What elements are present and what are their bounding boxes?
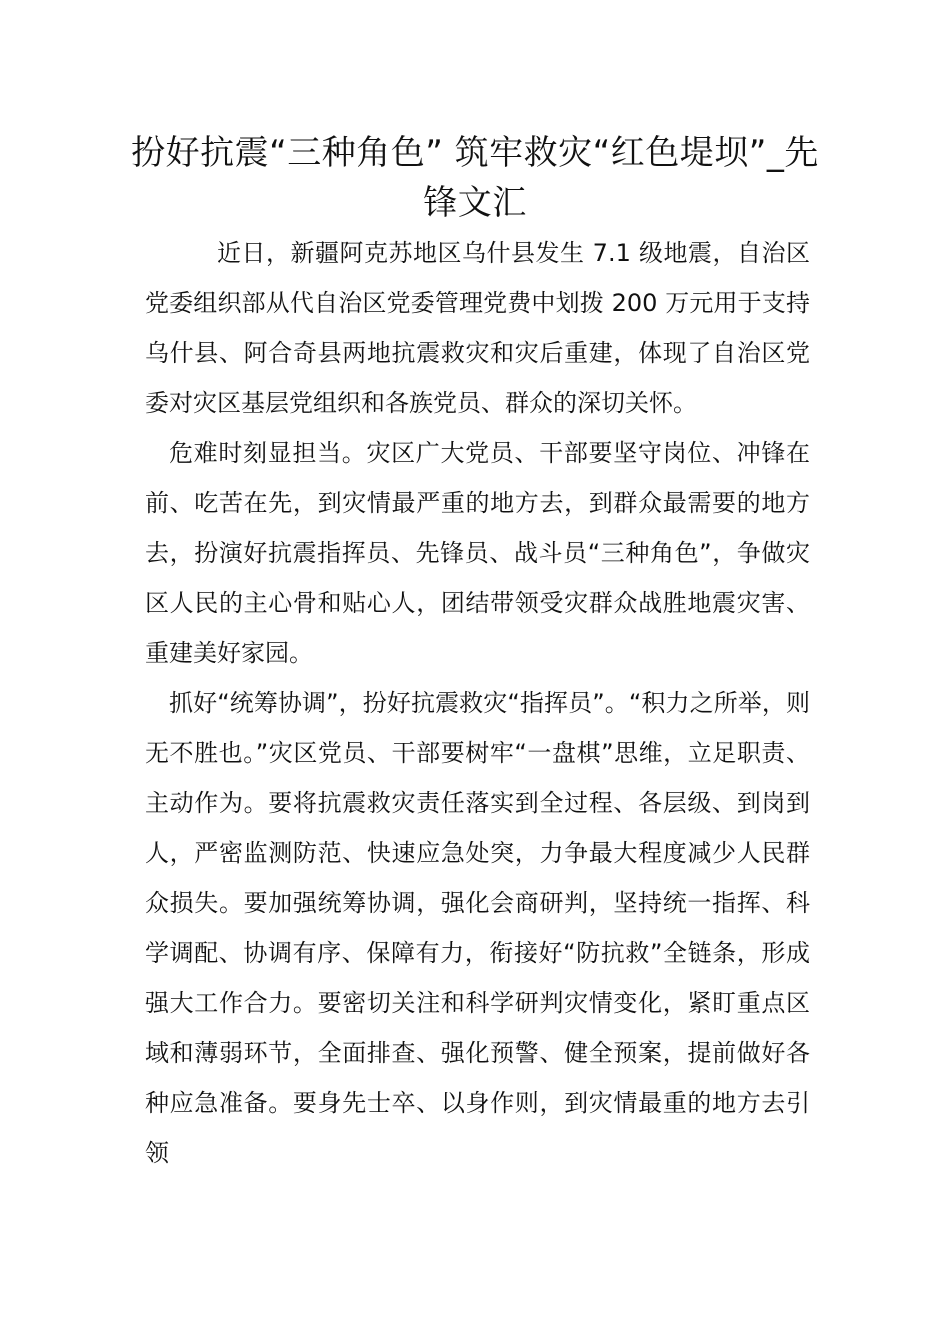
document-title: 扮好抗震“三种角色” 筑牢救灾“红色堤坝”_先锋文汇	[131, 133, 819, 223]
paragraph-coordination: 抓好“统筹协调”，扮好抗震救灾“指挥员”。“积力之所举，则无不胜也。”灾区党员、干部要树牢“一盘棋”思维，立足职责、主动作为。要将抗震救灾责任落实到全过程、各层级、到岗到人，严密监测防范、快速应急处突，力争最大程度减少人民群众损失。要加强统筹协调，强化会商研判，坚持统一指挥、科学调配、协调有序、保障有力，衔接好“防抗救”全链条，形成强大工作合力。要密切关注和科学研判灾情变化，紧盯重点区域和薄弱环节，全面排查、强化预警、健全预案，提前做好各种应急准备。要身先士卒、以身作则，到灾情最重的地方去引领	[145, 689, 810, 1167]
document-body	[145, 228, 810, 1178]
paragraph-intro: 近日，新疆阿克苏地区乌什县发生 7.1 级地震，自治区党委组织部从代自治区党委管理党费中划拨 200 万元用于支持乌什县、阿合奇县两地抗震救灾和灾后重建，体现了自治区党委对灾区基层党组织和各族党员、群众的深切关怀。	[145, 239, 810, 417]
paragraph-responsibility: 危难时刻显担当。灾区广大党员、干部要坚守岗位、冲锋在前、吃苦在先，到灾情最严重的地方去，到群众最需要的地方去，扮演好抗震指挥员、先锋员、战斗员“三种角色”，争做灾区人民的主心骨和贴心人，团结带领受灾群众战胜地震灾害、重建美好家园。	[145, 439, 810, 667]
